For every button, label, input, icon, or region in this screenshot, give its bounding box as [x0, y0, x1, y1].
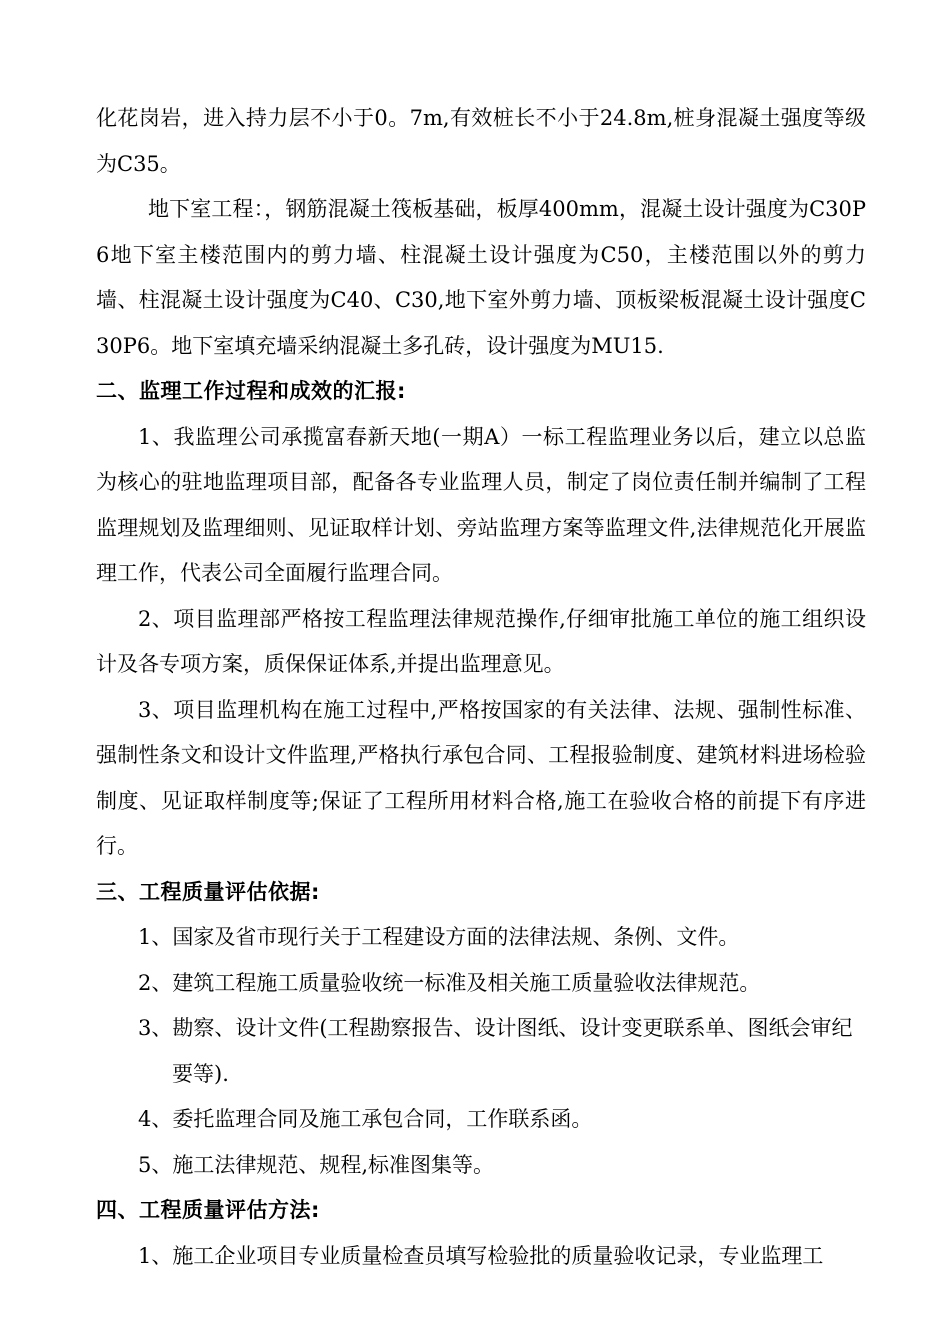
section-2-item-1: 1、我监理公司承揽富春新天地(一期A）一标工程监理业务以后，建立以总监为核心的驻地监理项目部，配备各专业监理人员，制定了岗位责任制并编制了工程监理规划及监理细则、见证取样计划、旁站监理方案等监理文件,法律规范化开展监理工作，代表公司全面履行监理合同。 — [96, 424, 866, 585]
document-page — [96, 96, 866, 1279]
intro-basement-paragraph: 地下室工程：，钢筋混凝土筏板基础，板厚400mm，混凝土设计强度为C30P6地下室主楼范围内的剪力墙、柱混凝土设计强度为C50，主楼范围以外的剪力墙、柱混凝土设计强度为C40、C30,地下室外剪力墙、顶板梁板混凝土设计强度C30P6。地下室填充墙采纳混凝土多孔砖，设计强度为MU15. — [96, 197, 866, 358]
section-2-heading: 二、监理工作过程和成效的汇报: — [96, 379, 406, 403]
section-3-item-3-line-2: 要等). — [172, 1061, 229, 1086]
section-3-item-5: 5、施工法律规范、规程,标准图集等。 — [138, 1152, 495, 1177]
section-2-item-3: 3、项目监理机构在施工过程中,严格按国家的有关法律、法规、强制性标准、强制性条文和设计文件监理,严格执行承包合同、工程报验制度、建筑材料进场检验制度、见证取样制度等;保证了工程所用材料合格,施工在验收合格的前提下有序进行。 — [96, 697, 866, 858]
section-3-item-2: 2、建筑工程施工质量验收统一标准及相关施工质量验收法律规范。 — [138, 970, 761, 995]
section-3-heading: 三、工程质量评估依据: — [96, 879, 320, 904]
section-2-item-2: 2、项目监理部严格按工程监理法律规范操作,仔细审批施工单位的施工组织设计及各专项方案，质保保证体系,并提出监理意见。 — [96, 606, 866, 676]
section-3-item-1: 1、国家及省市现行关于工程建设方面的法律法规、条例、文件。 — [138, 925, 740, 949]
intro-pile-paragraph: 化花岗岩，进入持力层不小于0。7m,有效桩长不小于24.8m,桩身混凝土强度等级为C35。 — [96, 106, 866, 176]
section-3-item-4: 4、委托监理合同及施工承包合同，工作联系函。 — [138, 1107, 593, 1131]
section-4-heading: 四、工程质量评估方法: — [96, 1198, 320, 1222]
section-3-item-3-line-1: 3、勘察、设计文件(工程勘察报告、设计图纸、设计变更联系单、图纸会审纪 — [138, 1016, 853, 1040]
section-4-item-1: 1、施工企业项目专业质量检查员填写检验批的质量验收记录，专业监理工 — [138, 1243, 824, 1268]
